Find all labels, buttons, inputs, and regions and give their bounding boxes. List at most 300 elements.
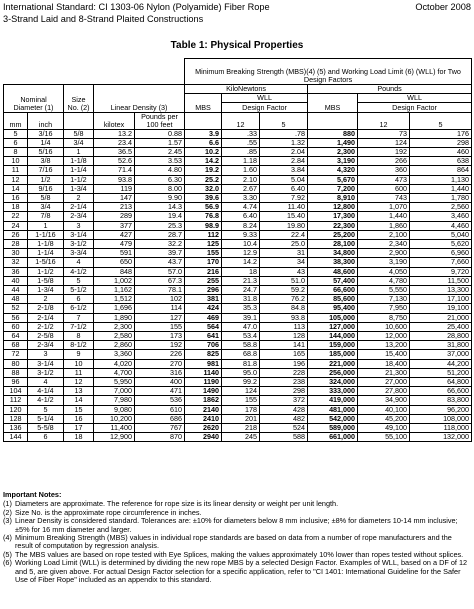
table-cell: 12.9 <box>222 249 260 258</box>
table-cell: 147 <box>94 193 135 202</box>
table-cell: 1,890 <box>94 313 135 322</box>
df-12-lb-header: 12 <box>358 112 410 129</box>
table-cell: 32.2 <box>135 240 185 249</box>
table-cell: 1490 <box>185 387 222 396</box>
table-cell: 10.4 <box>222 240 260 249</box>
table-cell: 641 <box>185 332 222 341</box>
df-12-kn-header: 12 <box>222 112 260 129</box>
table-cell: 18 <box>222 267 260 276</box>
table-cell: 64,800 <box>410 378 472 387</box>
table-cell: 4,780 <box>358 276 410 285</box>
table-cell: 298 <box>410 138 472 147</box>
table-cell: 5/8 <box>28 193 64 202</box>
table-cell: 3-1/2 <box>28 368 64 377</box>
table-cell: 3/16 <box>28 129 64 138</box>
table-row <box>4 129 472 138</box>
table-row <box>4 276 472 285</box>
table-cell: 28.7 <box>135 230 185 239</box>
table-cell: 686 <box>135 414 185 423</box>
table-cell: 2140 <box>185 405 222 414</box>
table-cell: .33 <box>222 129 260 138</box>
table-cell: 11 <box>4 166 28 175</box>
table-cell: 71.4 <box>94 166 135 175</box>
table-cell: 1.57 <box>135 138 185 147</box>
table-cell: .85 <box>222 147 260 156</box>
table-cell: 7.92 <box>260 193 308 202</box>
table-cell: 1,490 <box>308 138 358 147</box>
table-cell: .55 <box>222 138 260 147</box>
table-cell: 706 <box>185 341 222 350</box>
table-row <box>4 230 472 239</box>
table-cell: 76.2 <box>260 295 308 304</box>
table-cell: 155 <box>185 249 222 258</box>
table-cell: 2-1/4 <box>64 203 94 212</box>
table-cell: 66,600 <box>410 387 472 396</box>
table-cell: 9.90 <box>135 193 185 202</box>
table-cell: 155 <box>222 396 260 405</box>
table-cell: 10 <box>64 359 94 368</box>
table-cell: 1-1/2 <box>28 267 64 276</box>
table-cell: 1,070 <box>358 203 410 212</box>
table-cell: 8,750 <box>358 313 410 322</box>
df-5-lb-header: 5 <box>410 112 472 129</box>
table-cell: 124 <box>358 138 410 147</box>
table-cell: 2410 <box>185 414 222 423</box>
table-cell: 1-1/16 <box>28 230 64 239</box>
table-cell: 59.2 <box>260 286 308 295</box>
table-cell: 3-1/4 <box>28 359 64 368</box>
table-cell: 9,720 <box>410 267 472 276</box>
table-cell: 10.2 <box>185 147 222 156</box>
table-cell: 482 <box>260 414 308 423</box>
table-cell: 650 <box>94 258 135 267</box>
table-cell: 2,900 <box>358 249 410 258</box>
table-cell: 661,000 <box>308 433 358 442</box>
table-cell: 5,040 <box>410 230 472 239</box>
table-cell: 14 <box>64 396 94 405</box>
design-factor-kn-header: Design Factor <box>222 103 308 112</box>
table-cell: 296 <box>185 286 222 295</box>
table-cell: 6.40 <box>222 212 260 221</box>
table-cell: 25.0 <box>260 240 308 249</box>
table-cell: 2,100 <box>358 230 410 239</box>
table-cell: 57,400 <box>308 276 358 285</box>
table-cell: 11 <box>64 368 94 377</box>
table-cell: 4 <box>64 258 94 267</box>
table-cell: 7,980 <box>94 396 135 405</box>
table-cell: 34,800 <box>308 249 358 258</box>
table-row <box>4 258 472 267</box>
table-cell: 1-5/16 <box>28 258 64 267</box>
table-cell: 1/2 <box>28 175 64 184</box>
table-cell: 1 <box>64 147 94 156</box>
table-cell: 8 <box>64 332 94 341</box>
table-cell: 11,500 <box>410 276 472 285</box>
mbs-kn-header: MBS <box>185 94 222 112</box>
table-cell: 95.0 <box>222 368 260 377</box>
table-cell: 638 <box>410 157 472 166</box>
table-cell: 21,300 <box>358 368 410 377</box>
table-cell: 178 <box>222 405 260 414</box>
table-row <box>4 368 472 377</box>
table-cell: 119 <box>94 184 135 193</box>
table-row <box>4 313 472 322</box>
table-cell: 25.3 <box>135 221 185 230</box>
table-cell: 9/16 <box>28 184 64 193</box>
table-cell: 17,300 <box>308 212 358 221</box>
table-cell: 112 <box>4 396 28 405</box>
table-cell: 270 <box>135 359 185 368</box>
table-cell: 542,000 <box>308 414 358 423</box>
table-cell: 51,200 <box>410 368 472 377</box>
table-cell: 2.04 <box>260 147 308 156</box>
table-cell: 40 <box>4 276 28 285</box>
note-number: (6) <box>3 558 12 568</box>
table-cell: 16 <box>64 414 94 423</box>
table-cell: 981 <box>185 359 222 368</box>
table-cell: 17 <box>64 424 94 433</box>
table-cell: 7,660 <box>410 258 472 267</box>
table-cell: 2,560 <box>410 203 472 212</box>
table-cell: 35.3 <box>222 304 260 313</box>
table-cell: 105,000 <box>308 313 358 322</box>
table-cell: 1-3/4 <box>64 184 94 193</box>
table-cell: 128 <box>260 332 308 341</box>
table-cell: 52 <box>4 304 28 313</box>
table-cell: 10,600 <box>358 322 410 331</box>
table-cell: 14.2 <box>222 258 260 267</box>
table-cell: 864 <box>410 166 472 175</box>
table-cell: 39.1 <box>222 313 260 322</box>
table-row <box>4 304 472 313</box>
linear-density-header: Linear Density (3) <box>94 85 185 113</box>
table-cell: 113 <box>260 322 308 331</box>
table-cell: 76.8 <box>185 212 222 221</box>
table-cell: 3/4 <box>28 203 64 212</box>
table-cell: 3.30 <box>222 193 260 202</box>
table-cell: 19,100 <box>410 304 472 313</box>
table-cell: 43.7 <box>135 258 185 267</box>
table-cell: 5-1/4 <box>28 414 64 423</box>
table-cell: 96,200 <box>410 405 472 414</box>
table-cell: 564 <box>185 322 222 331</box>
table-cell: 266 <box>358 157 410 166</box>
table-cell: 4,320 <box>308 166 358 175</box>
table-cell: 8-1/2 <box>64 341 94 350</box>
table-cell: 68 <box>4 341 28 350</box>
table-cell: 104 <box>4 387 28 396</box>
table-cell: 14.3 <box>135 203 185 212</box>
table-cell: 7,950 <box>358 304 410 313</box>
table-cell: 589,000 <box>308 424 358 433</box>
table-cell: 23.4 <box>94 138 135 147</box>
table-cell: 1,860 <box>358 221 410 230</box>
table-cell: 95,400 <box>308 304 358 313</box>
table-cell: 743 <box>358 193 410 202</box>
table-cell: 3.9 <box>185 129 222 138</box>
table-cell: 9,080 <box>94 405 135 414</box>
table-body <box>4 129 472 442</box>
table-row <box>4 166 472 175</box>
table-cell: 6 <box>28 433 64 442</box>
table-cell: 22,300 <box>308 221 358 230</box>
table-cell: 536 <box>135 396 185 405</box>
table-cell: 3,360 <box>94 350 135 359</box>
table-cell: 6 <box>4 138 28 147</box>
table-cell: 127 <box>135 313 185 322</box>
note-text: Minimum Breaking Strength (MBS) values in individual rope standards are based on data from a number of rope manufacturers and the result of computation by regression analysis. <box>15 533 452 551</box>
table-cell: 14.2 <box>185 157 222 166</box>
table-cell: 13,300 <box>410 286 472 295</box>
table-cell: 226 <box>135 350 185 359</box>
table-cell: 67.3 <box>135 276 185 285</box>
table-cell: 11,400 <box>94 424 135 433</box>
table-cell: 124 <box>222 387 260 396</box>
table-cell: 112 <box>185 230 222 239</box>
table-cell: 80 <box>4 359 28 368</box>
inch-header: inch <box>28 112 64 129</box>
table-cell: 3-3/4 <box>64 249 94 258</box>
table-cell: 6,960 <box>410 249 472 258</box>
note-text: Diameters are approximate. The reference for rope size is its linear density or weight per unit length. <box>15 499 339 509</box>
table-cell: 6.30 <box>135 175 185 184</box>
table-cell: 88 <box>4 368 28 377</box>
header-line-1 <box>3 2 471 13</box>
table-cell: 6-1/2 <box>64 304 94 313</box>
table-cell: 2,300 <box>94 322 135 331</box>
table-cell: 83,800 <box>410 396 472 405</box>
table-cell: 64 <box>4 332 28 341</box>
table-cell: 256,000 <box>308 368 358 377</box>
table-cell: 2-1/8 <box>28 304 64 313</box>
table-cell: 316 <box>135 368 185 377</box>
table-cell: 128 <box>4 414 28 423</box>
note-text: The MBS values are based on rope tested with Eye Splices, making the values approximately 10% lower than ropes tested without splices. <box>15 549 464 559</box>
table-cell: 1190 <box>185 378 222 387</box>
table-cell: 473 <box>358 175 410 184</box>
table-row <box>4 212 472 221</box>
table-cell: 57.0 <box>135 267 185 276</box>
table-cell: 460 <box>410 147 472 156</box>
table-cell: 44 <box>4 286 28 295</box>
table-row <box>4 387 472 396</box>
standard-title: International Standard: CI 1303-06 Nylon (Polyamide) Fiber Rope <box>3 2 270 12</box>
table-cell: 2.67 <box>222 184 260 193</box>
notes-title: Important Notes: <box>3 490 62 499</box>
table-cell: 78.1 <box>135 286 185 295</box>
table-cell: 2-1/2 <box>28 322 64 331</box>
table-cell: 19.80 <box>260 221 308 230</box>
table-cell: 4,050 <box>358 267 410 276</box>
table-cell: 56 <box>4 313 28 322</box>
design-factor-lb-header: Design Factor <box>358 103 472 112</box>
table-cell: 1862 <box>185 396 222 405</box>
table-cell: 72 <box>4 350 28 359</box>
table-cell: 39.7 <box>135 249 185 258</box>
table-row <box>4 359 472 368</box>
table-cell: 2.10 <box>222 175 260 184</box>
table-cell: 53.4 <box>222 332 260 341</box>
kilonewtons-header: KiloNewtons <box>185 85 308 94</box>
table-cell: 68.8 <box>222 350 260 359</box>
table-cell: 22 <box>4 212 28 221</box>
note-item <box>3 517 471 534</box>
table-cell: 3 <box>28 350 64 359</box>
table-cell: 102 <box>135 295 185 304</box>
table-cell: 1,162 <box>94 286 135 295</box>
table-cell: 4.80 <box>135 166 185 175</box>
table-cell: 2-1/4 <box>28 313 64 322</box>
table-cell: 4 <box>28 378 64 387</box>
table-cell: 44,200 <box>410 359 472 368</box>
table-cell: 372 <box>260 396 308 405</box>
table-cell: 159,000 <box>308 341 358 350</box>
table-cell: 2,580 <box>94 332 135 341</box>
table-cell: 1.32 <box>260 138 308 147</box>
table-cell: 870 <box>135 433 185 442</box>
table-cell: 3-1/2 <box>64 240 94 249</box>
table-cell: 37,000 <box>410 350 472 359</box>
table-cell: 591 <box>94 249 135 258</box>
table-cell: 3.53 <box>135 157 185 166</box>
table-cell: 12,900 <box>94 433 135 442</box>
table-cell: 7/16 <box>28 166 64 175</box>
table-cell: 377 <box>94 221 135 230</box>
table-cell: 1 <box>28 221 64 230</box>
table-cell: 1-1/8 <box>64 157 94 166</box>
table-row <box>4 405 472 414</box>
table-cell: 8,910 <box>308 193 358 202</box>
table-cell: 3/8 <box>28 157 64 166</box>
table-cell: 52.6 <box>94 157 135 166</box>
table-cell: 424 <box>185 304 222 313</box>
table-cell: 192 <box>135 341 185 350</box>
table-cell: 81.8 <box>222 359 260 368</box>
table-row <box>4 175 472 184</box>
table-cell: 25.2 <box>185 175 222 184</box>
table-cell: 3,190 <box>308 157 358 166</box>
table-cell: 24 <box>4 221 28 230</box>
table-cell: 56.9 <box>185 203 222 212</box>
table-row <box>4 184 472 193</box>
table-cell: 5,550 <box>358 286 410 295</box>
table-cell: 155 <box>135 322 185 331</box>
table-cell: 1-1/4 <box>64 166 94 175</box>
table-cell: 1,440 <box>410 184 472 193</box>
table-cell: 610 <box>135 405 185 414</box>
table-cell: 524 <box>260 424 308 433</box>
table-cell: 3/4 <box>64 138 94 147</box>
table-row <box>4 341 472 350</box>
table-cell: 9 <box>64 350 94 359</box>
table-cell: 21.3 <box>222 276 260 285</box>
note-text: Working Load Limit (WLL) is determined by dividing the new rope MBS by a selected Design Factor. Examples of WLL, based on a DF of 12 and 5, are given above. For actual Design Factor selection for a specific application, refer to "CI 1401: International Guideline for the Safer Use of Fiber Rope" included as an appendix to this standard. <box>15 558 468 585</box>
table-cell: 1-5/8 <box>28 276 64 285</box>
table-cell: 1,440 <box>358 212 410 221</box>
table-cell: 2-3/4 <box>28 341 64 350</box>
table-cell: 0.88 <box>135 129 185 138</box>
table-cell: 3-1/4 <box>64 230 94 239</box>
table-cell: 18 <box>64 433 94 442</box>
table-cell: 96 <box>4 378 28 387</box>
table-cell: 3,460 <box>410 212 472 221</box>
table-row <box>4 249 472 258</box>
table-cell: 38,300 <box>308 258 358 267</box>
table-cell: 6.40 <box>260 184 308 193</box>
mbs-lb-header: MBS <box>308 94 358 112</box>
table-cell: 1.60 <box>222 166 260 175</box>
table-cell: 2 <box>64 193 94 202</box>
table-cell: 36 <box>4 267 28 276</box>
important-notes <box>3 491 471 584</box>
table-cell: 228 <box>260 368 308 377</box>
size-no-header: Size No. (2) <box>64 85 94 113</box>
table-cell: 381 <box>185 295 222 304</box>
table-cell: 479 <box>94 240 135 249</box>
table-cell: 2940 <box>185 433 222 442</box>
table-cell: 588 <box>260 433 308 442</box>
table-cell: 1140 <box>185 368 222 377</box>
table-cell: 5/16 <box>28 147 64 156</box>
table-row <box>4 433 472 442</box>
table-cell: 49,100 <box>358 424 410 433</box>
table-cell: 13 <box>64 387 94 396</box>
table-row <box>4 396 472 405</box>
table-cell: 31 <box>260 249 308 258</box>
note-item <box>3 534 471 551</box>
table-cell: 19.2 <box>185 166 222 175</box>
table-cell: 5,620 <box>410 240 472 249</box>
document-date: October 2008 <box>415 2 471 12</box>
table-cell: 48,600 <box>308 267 358 276</box>
table-cell: 10,200 <box>94 414 135 423</box>
table-cell: 289 <box>94 212 135 221</box>
table-cell: 47.0 <box>222 322 260 331</box>
table-cell: 1,696 <box>94 304 135 313</box>
table-cell: 2,340 <box>358 240 410 249</box>
table-cell: 427 <box>94 230 135 239</box>
table-cell: 118,000 <box>410 424 472 433</box>
table-cell: 4-1/4 <box>28 387 64 396</box>
note-number: (3) <box>3 516 12 526</box>
table-cell: 11.40 <box>260 203 308 212</box>
wll-lb-header: WLL <box>358 94 472 103</box>
table-row <box>4 424 472 433</box>
mm-header: mm <box>4 112 28 129</box>
table-cell: 8.24 <box>222 221 260 230</box>
table-cell: 15.40 <box>260 212 308 221</box>
note-number: (2) <box>3 507 12 517</box>
table-cell: 28,800 <box>410 332 472 341</box>
table-cell: 12 <box>4 175 28 184</box>
table-cell: 10 <box>4 157 28 166</box>
table-cell: 6.6 <box>185 138 222 147</box>
table-cell: 419,000 <box>308 396 358 405</box>
note-number: (1) <box>3 499 12 509</box>
table-cell: 7/8 <box>28 212 64 221</box>
table-cell: 1.18 <box>222 157 260 166</box>
table-cell: 27,800 <box>358 387 410 396</box>
table-cell: 4,700 <box>94 368 135 377</box>
table-row <box>4 414 472 423</box>
table-cell: 213 <box>94 203 135 212</box>
table-row <box>4 221 472 230</box>
table-cell: 6 <box>64 295 94 304</box>
table-cell: 848 <box>94 267 135 276</box>
table-cell: 7-1/2 <box>64 322 94 331</box>
table-cell: 14 <box>4 184 28 193</box>
table-cell: 13,200 <box>358 341 410 350</box>
